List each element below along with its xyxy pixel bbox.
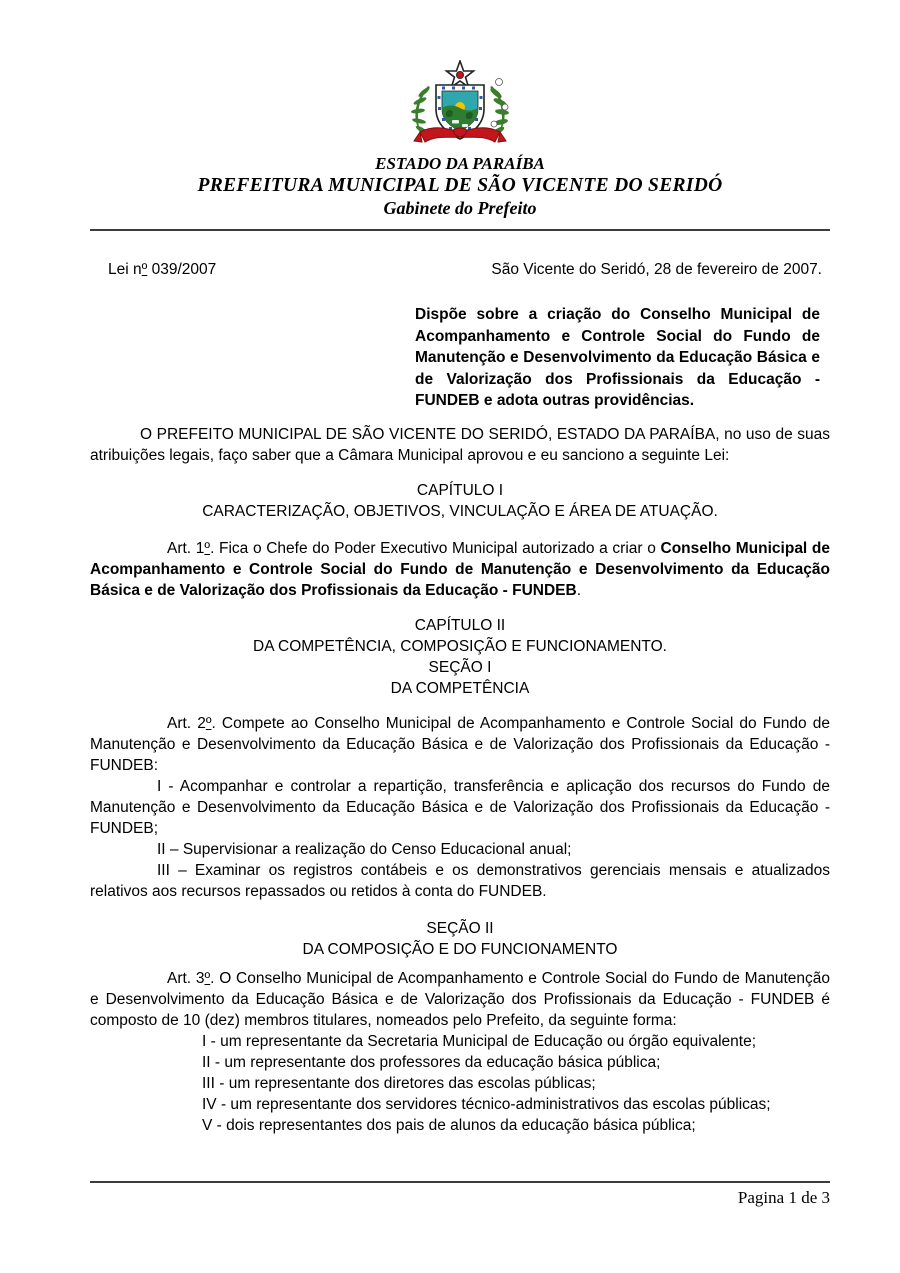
page-footer <box>90 1181 830 1208</box>
article-2-item-3: III – Examinar os registros contábeis e os demonstrativos gerenciais mensais e atualizados relativos aos recursos repassados ou retidos à conta do FUNDEB. <box>90 861 830 900</box>
crest-right-branch <box>489 79 509 137</box>
meta-row <box>90 259 830 280</box>
ementa: Dispõe sobre a criação do Conselho Municipal de Acompanhamento e Controle Social do Fundo de Manutenção e Desenvolvimento da Educação Básica e de Valorização dos Profissionais da Educação - FUNDEB e adota outras providências. <box>415 306 820 409</box>
article-3-item-1: I - um representante da Secretaria Municipal de Educação ou órgão equivalente; <box>202 1032 757 1050</box>
chapter-1-title: CAPÍTULO I <box>416 481 504 499</box>
letterhead-municipality: PREFEITURA MUNICIPAL DE SÃO VICENTE DO SERIDÓ <box>197 175 723 196</box>
chapter-2-heading <box>90 615 830 699</box>
article-2-paragraph: Art. 2º. Compete ao Conselho Municipal de Acompanhamento e Controle Social do Fundo de Manutenção e Desenvolvimento da Educação Básica e de Valorização dos Profissionais da Educação - FUNDEB: <box>90 714 830 774</box>
preamble: O PREFEITO MUNICIPAL DE SÃO VICENTE DO SERIDÓ, ESTADO DA PARAÍBA, no uso de suas atribuições legais, faço saber que a Câmara Municipal aprovou e eu sanciono a seguinte Lei: <box>90 425 830 464</box>
crest-left-branch <box>411 86 431 136</box>
chapter-2-subtitle: DA COMPETÊNCIA, COMPOSIÇÃO E FUNCIONAMENTO. <box>253 637 667 655</box>
article-3-item-2: II - um representante dos professores da educação básica pública; <box>202 1053 661 1071</box>
section-2-title: SEÇÃO II <box>426 919 494 937</box>
letterhead-crest <box>90 0 830 153</box>
letterhead-state: ESTADO DA PARAÍBA <box>375 154 545 173</box>
letterhead-office: Gabinete do Prefeito <box>383 198 537 218</box>
section-1-subtitle: DA COMPETÊNCIA <box>390 679 530 697</box>
chapter-1-heading <box>90 480 830 522</box>
article-3-item-5: V - dois representantes dos pais de alunos da educação básica pública; <box>202 1116 696 1134</box>
article-3-paragraph: Art. 3º. O Conselho Municipal de Acompanhamento e Controle Social do Fundo de Manutenção e Desenvolvimento da Educação Básica e de Valorização dos Profissionais da Educação - FUNDEB é composto de 10 (dez) membros titulares, nomeados pelo Prefeito, da seguinte forma: <box>90 969 830 1029</box>
article-3-item-3: III - um representante dos diretores das escolas públicas; <box>202 1074 596 1092</box>
paraiba-coat-of-arms-icon <box>402 60 518 148</box>
article-3-item-4: IV - um representante dos servidores técnico-administrativos das escolas públicas; <box>202 1095 771 1113</box>
letterhead <box>90 153 830 231</box>
law-number: Lei nº 039/2007 <box>108 261 217 278</box>
section-2-heading <box>90 918 830 960</box>
dateline: São Vicente do Seridó, 28 de fevereiro de 2007. <box>491 261 822 278</box>
section-1-title: SEÇÃO I <box>428 658 492 676</box>
article-2-item-1: I - Acompanhar e controlar a repartição, transferência e aplicação dos recursos do Fundo de Manutenção e Desenvolvimento da Educação Básica e de Valorização dos Profissionais da Educação - FUNDEB; <box>90 777 830 837</box>
article-2-item-2: II – Supervisionar a realização do Censo Educacional anual; <box>157 840 572 858</box>
chapter-1-subtitle: CARACTERIZAÇÃO, OBJETIVOS, VINCULAÇÃO E ÁREA DE ATUAÇÃO. <box>202 502 718 520</box>
section-2-subtitle: DA COMPOSIÇÃO E DO FUNCIONAMENTO <box>302 940 618 958</box>
chapter-2-title: CAPÍTULO II <box>414 616 506 634</box>
page-number-label: Pagina 1 de 3 <box>737 1188 830 1207</box>
article-1-paragraph: Art. 1º. Fica o Chefe do Poder Executivo Municipal autorizado a criar o Conselho Municipal de Acompanhamento e Controle Social do Fundo de Manutenção e Desenvolvimento da Educação Básica e de Valorização dos Profissionais da Educação - FUNDEB. <box>90 539 830 599</box>
article-1-bold-text: Conselho Municipal de Acompanhamento e Controle Social do Fundo de Manutenção e Desenvolvimento da Educação Básica e de Valorização dos Profissionais da Educação - FUNDEB <box>90 539 830 599</box>
